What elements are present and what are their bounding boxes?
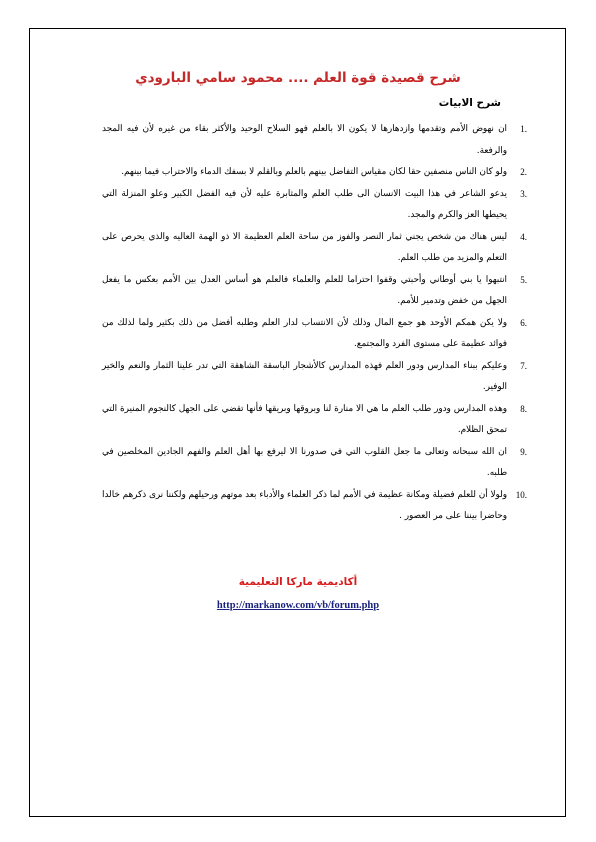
item-text: ليس هناك من شخص يجني ثمار النصر والفوز من ساحة العلم العظيمة الا ذو الهمة العاليه والذي يحرص على التعلم والمزيد من طلب العلم. <box>102 231 507 263</box>
list-item <box>102 227 527 270</box>
list-item <box>102 313 527 356</box>
item-text: ولا يكن همكم الأوحد هو جمع المال وذلك لأن الانتساب لدار العلم وطلبه أفضل من ذلك بكثير ولما لذلك من فوائد عظيمة على مستوى الفرد والمجتمع. <box>102 317 507 349</box>
list-item <box>102 270 527 313</box>
document-title: شرح قصيدة قوة العلم .... محمود سامي البارودي <box>135 70 461 86</box>
section-heading: شرح الابيات <box>438 97 501 109</box>
list-item <box>102 356 527 399</box>
list-item <box>102 184 527 227</box>
item-number: 1. <box>520 124 527 134</box>
item-number: 8. <box>520 403 527 414</box>
item-text: يدعو الشاعر في هذا البيت الانسان الى طلب العلم والمثابرة عليه لأن فيه الفضل الكبير وعلو المنزلة التي يحيطها العز والكرم والمجد. <box>102 188 507 220</box>
item-text: وعليكم ببناء المدارس ودور العلم فهذه المدارس كالأشجار الباسقة الشاهقة التي تدر علينا الثمار والنعم والخير الوفير. <box>102 360 507 392</box>
item-text: ولولا أن للعلم فضيلة ومكانة عظيمة في الأمم لما ذكر العلماء والأدباء بعد موتهم ورحيلهم ولكننا نرى ذكرهم خالدا وحاضرا بيننا على مر العصور . <box>102 489 507 521</box>
item-number: 10. <box>515 489 527 500</box>
list-item <box>102 399 527 442</box>
item-number: 7. <box>520 360 527 371</box>
item-number: 4. <box>520 231 527 242</box>
item-text: انتبهوا يا بني أوطاني وأحبتي وقفوا احتراما للعلم والعلماء فالعلم هو أساس العدل بين الأمم بعكس ما يفعل الجهل من خفض وتدمير للأمم. <box>102 274 507 306</box>
academy-name: أكاديمية ماركا التعليمية <box>238 576 358 588</box>
item-number: 6. <box>520 317 527 328</box>
item-number: 3. <box>520 188 527 199</box>
item-number: 2. <box>520 167 527 177</box>
item-number: 5. <box>520 274 527 285</box>
item-text: ان نهوض الأمم وتقدمها وازدهارها لا يكون الا بالعلم فهو السلاح الوحيد والأكثر بقاء من غيره لأن فيه المجد والرفعة. <box>102 124 507 156</box>
verse-explanation-list <box>102 119 527 528</box>
item-text: وهذه المدارس ودور طلب العلم ما هي الا منارة لنا وبروقها وبريقها فأنها تقضي على الجهل كالنجوم المنيرة التي تمحق الظلام. <box>102 403 507 435</box>
item-text: ان الله سبحانه وتعالى ما جعل القلوب التي في صدورنا الا ليرفع بها أهل العلم والفهم الجادين المخلصين في طلبه. <box>102 446 507 478</box>
list-item <box>102 442 527 485</box>
item-text: ولو كان الناس منصفين حقا لكان مقياس التفاضل بينهم بالعلم وبالقلم لا بسفك الدماء والاحتراب فيما بينهم. <box>121 167 507 177</box>
item-number: 9. <box>520 446 527 457</box>
list-item <box>102 162 527 184</box>
list-item <box>102 119 527 162</box>
forum-link[interactable]: http://markanow.com/vb/forum.php <box>216 600 380 611</box>
list-item <box>102 485 527 528</box>
